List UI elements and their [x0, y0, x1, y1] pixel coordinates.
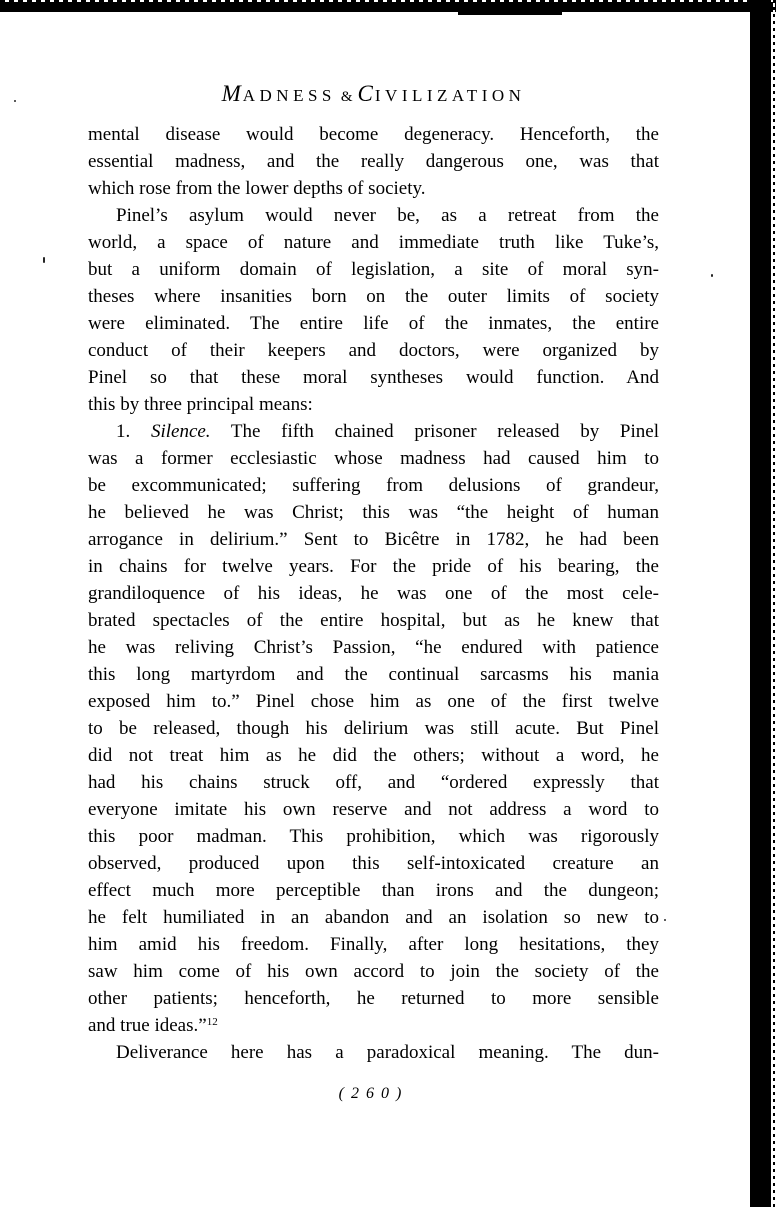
text-line — [88, 931, 659, 958]
text-line — [88, 337, 659, 364]
text-segment: Deliverance here has a paradoxical meaning. The dun- — [116, 1042, 659, 1063]
running-header — [88, 81, 659, 107]
text-segment: Pinel’s asylum would never be, as a retreat from the — [116, 205, 659, 226]
header-initial: C — [357, 81, 375, 106]
text-line — [88, 472, 659, 499]
text-line — [88, 364, 659, 391]
text-segment: this by three principal means: — [88, 394, 313, 415]
text-segment: world, a space of nature and immediate truth like Tuke’s, — [88, 232, 659, 253]
text-line — [88, 904, 659, 931]
text-segment: and true ideas.” — [88, 1015, 207, 1036]
text-line — [88, 688, 659, 715]
text-segment: him amid his freedom. Finally, after long hesitations, they — [88, 934, 659, 955]
text-segment: The fifth chained prisoner released by Pinel — [210, 421, 659, 442]
text-segment: to be released, though his delirium was still acute. But Pinel — [88, 718, 659, 739]
text-segment: brated spectacles of the entire hospital, but as he knew that — [88, 610, 659, 631]
text-line — [88, 256, 659, 283]
text-line — [88, 742, 659, 769]
text-line — [88, 445, 659, 472]
text-line — [88, 877, 659, 904]
text-line — [88, 526, 659, 553]
text-line — [88, 121, 659, 148]
text-line — [88, 499, 659, 526]
scan-artifact — [711, 274, 713, 277]
text-segment: conduct of their keepers and doctors, were organized by — [88, 340, 659, 361]
text-segment: he believed he was Christ; this was “the height of human — [88, 502, 659, 523]
text-segment: saw him come of his own accord to join the society of the — [88, 961, 659, 982]
paragraph — [88, 418, 659, 1039]
scan-artifact — [14, 100, 16, 102]
text-segment: exposed him to.” Pinel chose him as one of the first twelve — [88, 691, 659, 712]
header-initial: M — [221, 81, 243, 106]
text-line — [88, 175, 659, 202]
scan-dots-right — [773, 0, 775, 1207]
scan-edge-top — [0, 2, 776, 12]
text-segment: he was reliving Christ’s Passion, “he endured with patience — [88, 637, 659, 658]
scan-artifact — [664, 919, 666, 921]
text-segment: Pinel so that these moral syntheses would function. And — [88, 367, 659, 388]
text-line — [88, 1012, 659, 1039]
text-line — [88, 148, 659, 175]
paragraph — [88, 121, 659, 202]
text-segment: be excommunicated; suffering from delusions of grandeur, — [88, 475, 659, 496]
text-line — [88, 769, 659, 796]
text-line — [88, 607, 659, 634]
text-segment: this long martyrdom and the continual sarcasms his mania — [88, 664, 659, 685]
text-line — [88, 661, 659, 688]
text-segment: everyone imitate his own reserve and not address a word to — [88, 799, 659, 820]
text-line — [88, 310, 659, 337]
scan-edge-top-notch — [458, 12, 562, 15]
text-segment: were eliminated. The entire life of the inmates, the entire — [88, 313, 659, 334]
text-line — [88, 985, 659, 1012]
text-segment: did not treat him as he did the others; without a word, he — [88, 745, 659, 766]
scan-artifact — [43, 257, 45, 263]
text-segment: which rose from the lower depths of society. — [88, 178, 426, 199]
text-line — [88, 391, 659, 418]
page-number: (260) — [338, 1085, 409, 1102]
text-segment: observed, produced upon this self-intoxicated creature an — [88, 853, 659, 874]
text-line — [88, 229, 659, 256]
text-line — [88, 796, 659, 823]
text-segment: theses where insanities born on the outer limits of society — [88, 286, 659, 307]
text-segment: in chains for twelve years. For the pride of his bearing, the — [88, 556, 659, 577]
text-segment: arrogance in delirium.” Sent to Bicêtre in 1782, he had been — [88, 529, 659, 550]
text-segment: this poor madman. This prohibition, which was rigorously — [88, 826, 659, 847]
footnote-ref: 12 — [206, 1016, 218, 1028]
text-line — [88, 553, 659, 580]
text-line — [88, 823, 659, 850]
text-segment: other patients; henceforth, he returned to more sensible — [88, 988, 659, 1009]
text-segment: grandiloquence of his ideas, he was one of the most cele- — [88, 583, 659, 604]
scan-edge-right — [750, 0, 771, 1207]
paragraph — [88, 1039, 659, 1066]
text-segment: effect much more perceptible than irons and the dungeon; — [88, 880, 659, 901]
text-line — [88, 1039, 659, 1066]
header-caps: IVILIZATION — [374, 86, 526, 105]
italic-term: Silence. — [150, 421, 211, 442]
header-caps: ADNESS — [242, 86, 336, 105]
header-ampersand: & — [340, 89, 353, 105]
text-line — [88, 715, 659, 742]
text-segment: was a former ecclesiastic whose madness had caused him to — [88, 448, 659, 469]
text-line — [88, 958, 659, 985]
text-segment: essential madness, and the really dangerous one, was that — [88, 151, 659, 172]
text-segment: mental disease would become degeneracy. Henceforth, the — [88, 124, 659, 145]
text-line — [88, 202, 659, 229]
text-line — [88, 418, 659, 445]
text-line — [88, 850, 659, 877]
text-segment: had his chains struck off, and “ordered expressly that — [88, 772, 659, 793]
page-body — [88, 121, 659, 1066]
paragraph — [88, 202, 659, 418]
text-line — [88, 283, 659, 310]
text-line — [88, 634, 659, 661]
text-segment: but a uniform domain of legislation, a site of moral syn- — [88, 259, 659, 280]
text-line — [88, 580, 659, 607]
text-segment: 1. — [116, 421, 151, 442]
text-segment: he felt humiliated in an abandon and an isolation so new to — [88, 907, 659, 928]
